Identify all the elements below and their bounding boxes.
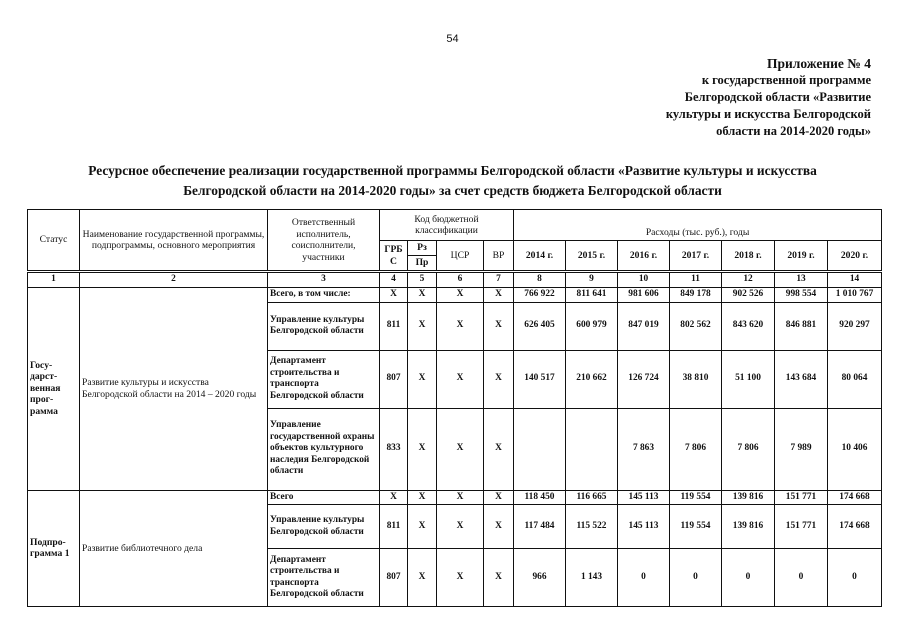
row-value: 600 979 xyxy=(566,302,618,350)
col-number: 13 xyxy=(775,273,828,288)
row-value: 10 406 xyxy=(828,408,882,490)
row-executor: Управление культуры Белгородской области xyxy=(268,302,380,350)
header-rz: Рз xyxy=(408,241,437,256)
row-rz: Х xyxy=(408,505,437,549)
row-value: 847 019 xyxy=(618,302,670,350)
appendix-line: Белгородской области «Развитие xyxy=(684,90,871,104)
row-vr: Х xyxy=(484,549,514,607)
col-number: 11 xyxy=(670,273,722,288)
row-value: 210 662 xyxy=(566,350,618,408)
row-executor: Департамент строительства и транспорта Белгородской области xyxy=(268,549,380,607)
row-grbs: 811 xyxy=(380,505,408,549)
row-executor: Управление культуры Белгородской области xyxy=(268,505,380,549)
col-number: 2 xyxy=(80,273,268,288)
resource-table-body xyxy=(27,272,882,607)
row-vr: Х xyxy=(484,287,514,302)
row-value xyxy=(514,408,566,490)
subprogram-status: Подпро-грамма 1 xyxy=(28,490,80,607)
row-executor: Всего xyxy=(268,490,380,505)
row-value: 119 554 xyxy=(670,490,722,505)
row-value: 846 881 xyxy=(775,302,828,350)
col-number: 8 xyxy=(514,273,566,288)
row-value: 981 606 xyxy=(618,287,670,302)
title-line: Белгородской области на 2014-2020 годы» за счет средств бюджета Белгородской области xyxy=(183,183,722,198)
row-value: 174 668 xyxy=(828,490,882,505)
col-number: 14 xyxy=(828,273,882,288)
header-costs-title: Расходы (тыс. руб.), годы xyxy=(645,227,750,239)
row-value: 80 064 xyxy=(828,350,882,408)
program-name: Развитие культуры и искусства Белгородской области на 2014 – 2020 годы xyxy=(80,287,268,490)
row-value: 802 562 xyxy=(670,302,722,350)
year-2016: 2016 г. xyxy=(618,241,670,271)
row-value: 0 xyxy=(775,549,828,607)
row-value: 139 816 xyxy=(722,490,775,505)
row-grbs: 833 xyxy=(380,408,408,490)
row-csr: Х xyxy=(437,408,484,490)
row-value: 966 xyxy=(514,549,566,607)
header-status: Статус xyxy=(28,210,80,271)
row-value: 902 526 xyxy=(722,287,775,302)
row-csr: Х xyxy=(437,350,484,408)
row-executor: Управление государственной охраны объектов культурного наследия Белгородской области xyxy=(268,408,380,490)
row-value: 126 724 xyxy=(618,350,670,408)
row-vr: Х xyxy=(484,490,514,505)
col-number: 3 xyxy=(268,273,380,288)
year-2014: 2014 г. xyxy=(514,241,566,271)
col-number: 9 xyxy=(566,273,618,288)
row-value: 51 100 xyxy=(722,350,775,408)
row-csr: Х xyxy=(437,490,484,505)
row-value: 1 010 767 xyxy=(828,287,882,302)
row-grbs: Х xyxy=(380,490,408,505)
year-2019: 2019 г. xyxy=(775,241,828,271)
year-2018: 2018 г. xyxy=(722,241,775,271)
row-value: 766 922 xyxy=(514,287,566,302)
row-vr: Х xyxy=(484,302,514,350)
row-value: 145 113 xyxy=(618,490,670,505)
appendix-line: области на 2014-2020 годы» xyxy=(716,124,871,138)
header-pr: Пр xyxy=(408,256,437,271)
row-rz: Х xyxy=(408,350,437,408)
year-2017: 2017 г. xyxy=(670,241,722,271)
row-vr: Х xyxy=(484,408,514,490)
col-number: 7 xyxy=(484,273,514,288)
row-value: 0 xyxy=(618,549,670,607)
row-rz: Х xyxy=(408,549,437,607)
subprogram-name: Развитие библиотечного дела xyxy=(80,490,268,607)
row-value: 143 684 xyxy=(775,350,828,408)
document-title xyxy=(0,161,905,201)
row-value: 7 989 xyxy=(775,408,828,490)
row-executor: Департамент строительства и транспорта Белгородской области xyxy=(268,350,380,408)
row-value: 843 620 xyxy=(722,302,775,350)
header-csr: ЦСР xyxy=(437,241,484,271)
row-vr: Х xyxy=(484,350,514,408)
row-value: 115 522 xyxy=(566,505,618,549)
appendix-line: Приложение № 4 xyxy=(767,56,871,71)
row-csr: Х xyxy=(437,505,484,549)
program-status: Госу-дарст-венная прог-рамма xyxy=(28,287,80,490)
appendix-line: к государственной программе xyxy=(701,73,871,87)
header-code-group: Код бюджетной классификации xyxy=(380,210,514,241)
header-exec: Ответственный исполнитель, соисполнители, участники xyxy=(268,210,380,271)
row-value: 119 554 xyxy=(670,505,722,549)
row-value: 920 297 xyxy=(828,302,882,350)
row-value: 145 113 xyxy=(618,505,670,549)
year-2020: 2020 г. xyxy=(828,241,882,271)
years-header-table xyxy=(513,240,882,271)
row-value: 151 771 xyxy=(775,505,828,549)
row-value: 998 554 xyxy=(775,287,828,302)
row-csr: Х xyxy=(437,302,484,350)
table-row xyxy=(28,287,882,302)
row-value: 117 484 xyxy=(514,505,566,549)
row-rz: Х xyxy=(408,408,437,490)
row-value: 811 641 xyxy=(566,287,618,302)
row-value: 0 xyxy=(670,549,722,607)
row-value xyxy=(566,408,618,490)
header-name: Наименование государственной программы, подпрограммы, основного мероприятия xyxy=(80,210,268,271)
row-rz: Х xyxy=(408,287,437,302)
col-number: 4 xyxy=(380,273,408,288)
col-number: 6 xyxy=(437,273,484,288)
year-2015: 2015 г. xyxy=(566,241,618,271)
row-value: 7 806 xyxy=(670,408,722,490)
header-grbs: ГРБ С xyxy=(380,241,408,271)
row-value: 116 665 xyxy=(566,490,618,505)
appendix-header xyxy=(611,55,871,140)
row-grbs: Х xyxy=(380,287,408,302)
row-rz: Х xyxy=(408,302,437,350)
row-value: 849 178 xyxy=(670,287,722,302)
row-value: 626 405 xyxy=(514,302,566,350)
row-grbs: 811 xyxy=(380,302,408,350)
row-grbs: 807 xyxy=(380,549,408,607)
row-value: 174 668 xyxy=(828,505,882,549)
table-row xyxy=(28,490,882,505)
col-number: 5 xyxy=(408,273,437,288)
row-csr: Х xyxy=(437,287,484,302)
row-value: 118 450 xyxy=(514,490,566,505)
col-number: 1 xyxy=(28,273,80,288)
row-value: 7 863 xyxy=(618,408,670,490)
column-number-row xyxy=(28,273,882,288)
row-value: 139 816 xyxy=(722,505,775,549)
row-csr: Х xyxy=(437,549,484,607)
row-rz: Х xyxy=(408,490,437,505)
col-number: 10 xyxy=(618,273,670,288)
row-value: 151 771 xyxy=(775,490,828,505)
appendix-line: культуры и искусства Белгородской xyxy=(665,107,871,121)
row-value: 7 806 xyxy=(722,408,775,490)
row-executor: Всего, в том числе: xyxy=(268,287,380,302)
col-number: 12 xyxy=(722,273,775,288)
row-value: 140 517 xyxy=(514,350,566,408)
row-vr: Х xyxy=(484,505,514,549)
page-number: 54 xyxy=(446,33,459,45)
row-value: 0 xyxy=(722,549,775,607)
row-value: 0 xyxy=(828,549,882,607)
header-vr: ВР xyxy=(484,241,514,271)
row-value: 38 810 xyxy=(670,350,722,408)
title-line: Ресурсное обеспечение реализации государственной программы Белгородской области «Развитие культуры и искусства xyxy=(88,163,817,178)
row-grbs: 807 xyxy=(380,350,408,408)
row-value: 1 143 xyxy=(566,549,618,607)
